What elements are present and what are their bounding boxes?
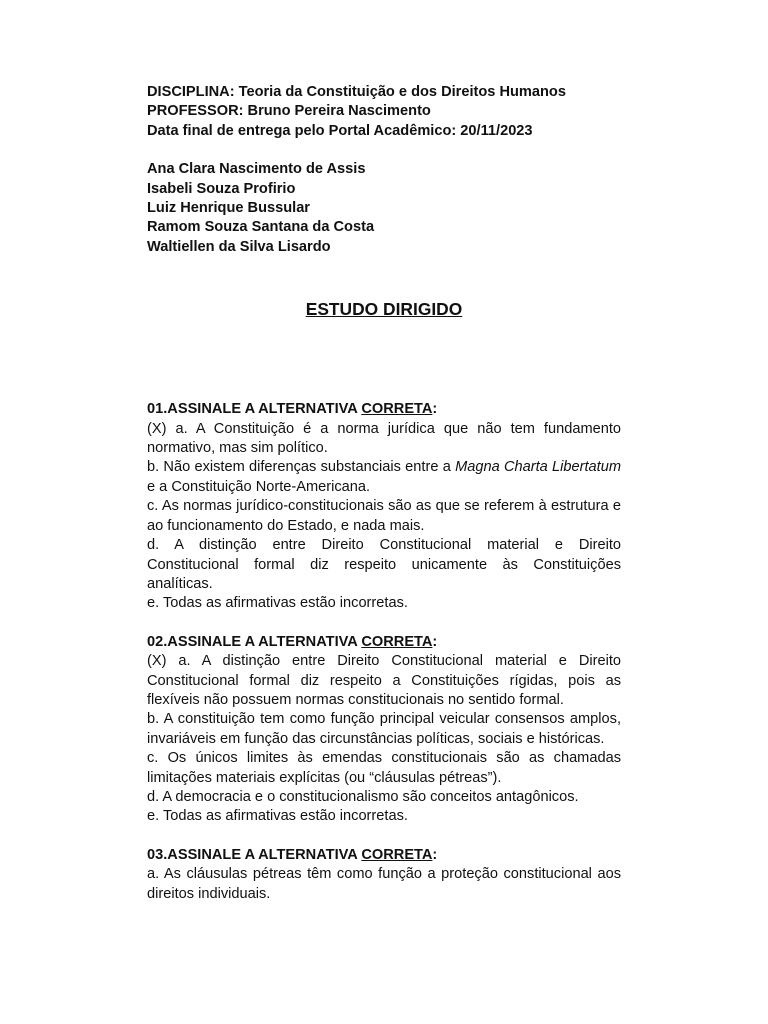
option-b-text: b. Não existem diferenças substanciais entre a: [147, 459, 456, 476]
authors-list: [147, 160, 621, 257]
option-e: e. Todas as afirmativas estão incorretas.: [147, 808, 408, 825]
option-d: d. A distinção entre Direito Constitucional material e Direito Constitucional formal diz respeito unicamente às Constituições analíticas.: [147, 537, 621, 592]
option-c: c. As normas jurídico-constitucionais são as que se referem à estrutura e ao funcionamento do Estado, e nada mais.: [147, 498, 621, 534]
question-heading: [147, 633, 621, 652]
option-a: a. As cláusulas pétreas têm como função a proteção constitucional aos direitos individuais.: [147, 866, 621, 902]
document-page: [147, 83, 621, 923]
author-name: Luiz Henrique Bussular: [147, 200, 310, 217]
question-keyword: CORRETA: [361, 846, 433, 863]
question-prompt: ASSINALE A ALTERNATIVA: [167, 633, 362, 650]
question-colon: :: [432, 401, 438, 418]
question-01: [147, 400, 621, 613]
option-a: (X) a. A distinção entre Direito Constitucional material e Direito Constitucional formal diz respeito a Constituições rígidas, pois as flexíveis não possuem normas constitucionais no sentido formal.: [147, 653, 621, 708]
question-prompt: ASSINALE A ALTERNATIVA: [167, 846, 362, 863]
question-heading: [147, 846, 621, 865]
question-heading: [147, 400, 621, 419]
question-03: [147, 846, 621, 904]
question-number: 02.: [147, 633, 168, 650]
author-name: Ana Clara Nascimento de Assis: [147, 161, 366, 178]
author-name: Ramom Souza Santana da Costa: [147, 219, 375, 236]
option-b: b. A constituição tem como função principal veicular consensos amplos, invariáveis em função das circunstâncias políticas, sociais e históricas.: [147, 711, 621, 747]
question-keyword: CORRETA: [361, 633, 433, 650]
question-number: 03.: [147, 846, 168, 863]
question-colon: :: [432, 846, 438, 863]
question-colon: :: [432, 633, 438, 650]
deadline-line: Data final de entrega pelo Portal Acadêmico: 20/11/2023: [147, 122, 533, 139]
question-keyword: CORRETA: [361, 401, 433, 418]
document-header: [147, 83, 621, 141]
author-name: Waltiellen da Silva Lisardo: [147, 238, 331, 255]
question-prompt: ASSINALE A ALTERNATIVA: [167, 401, 362, 418]
option-d: d. A democracia e o constitucionalismo são conceitos antagônicos.: [147, 788, 579, 805]
option-b-italic: Magna Charta Libertatum: [455, 459, 621, 476]
document-title: ESTUDO DIRIGIDO: [305, 299, 463, 320]
option-c: c. Os únicos limites às emendas constitucionais são as chamadas limitações materiais explícitas (ou “cláusulas pétreas”).: [147, 750, 621, 786]
option-b-text-end: e a Constituição Norte-Americana.: [147, 478, 371, 495]
question-number: 01.: [147, 401, 168, 418]
option-a: (X) a. A Constituição é a norma jurídica que não tem fundamento normativo, mas sim político.: [147, 420, 621, 457]
author-name: Isabeli Souza Profirio: [147, 180, 296, 197]
option-b: [147, 458, 621, 497]
question-02: [147, 633, 621, 827]
discipline-line: DISCIPLINA: Teoria da Constituição e dos Direitos Humanos: [147, 84, 566, 100]
professor-line: PROFESSOR: Bruno Pereira Nascimento: [147, 103, 431, 120]
option-e: e. Todas as afirmativas estão incorretas.: [147, 595, 408, 612]
